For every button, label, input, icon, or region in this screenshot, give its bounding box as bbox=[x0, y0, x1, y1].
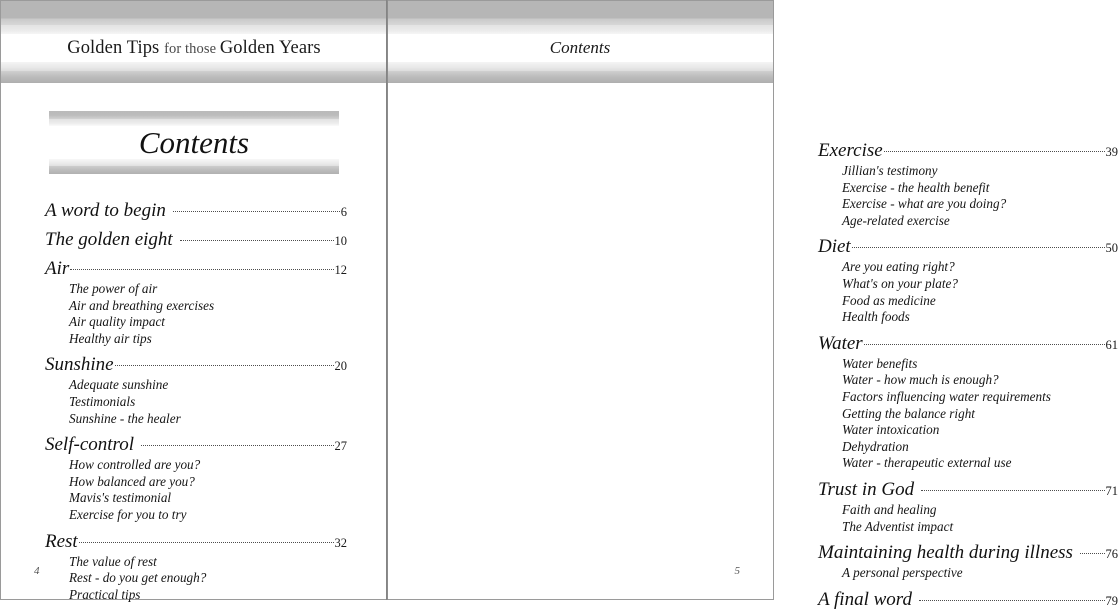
toc-subentry[interactable]: Practical tips bbox=[69, 587, 347, 604]
toc-subentry[interactable]: Jillian's testimony bbox=[842, 163, 1118, 180]
toc-entry-page-number: 76 bbox=[1106, 547, 1118, 562]
header-band-top-highlight bbox=[1, 25, 387, 34]
toc-subentry[interactable]: Dehydration bbox=[842, 439, 1118, 456]
toc-dot-leader bbox=[70, 255, 333, 274]
toc-subentry[interactable]: Sunshine - the healer bbox=[69, 411, 347, 428]
folio-right: 5 bbox=[735, 565, 741, 577]
toc-right-column bbox=[818, 137, 1118, 613]
right-running-head-text: Contents bbox=[387, 34, 773, 62]
toc-entry[interactable] bbox=[45, 226, 347, 251]
toc-left-column bbox=[45, 197, 347, 605]
toc-group bbox=[818, 330, 1118, 472]
toc-entry-page-number: 79 bbox=[1106, 594, 1118, 609]
toc-entry[interactable] bbox=[45, 351, 347, 376]
toc-subentry[interactable]: Mavis's testimonial bbox=[69, 490, 347, 507]
toc-group bbox=[818, 476, 1118, 535]
toc-entry-title: Air bbox=[45, 258, 69, 280]
toc-entry-title: Diet bbox=[818, 236, 851, 258]
toc-group bbox=[45, 226, 347, 251]
toc-entry-title: Exercise bbox=[818, 140, 883, 162]
toc-dot-leader bbox=[1080, 539, 1105, 558]
toc-dot-leader bbox=[115, 351, 334, 370]
toc-entry[interactable] bbox=[818, 233, 1118, 258]
toc-dot-leader bbox=[173, 197, 340, 216]
toc-group bbox=[45, 431, 347, 523]
toc-subentry[interactable]: A personal perspective bbox=[842, 565, 1118, 582]
toc-entry-page-number: 61 bbox=[1106, 338, 1118, 353]
toc-dot-leader bbox=[884, 137, 1105, 156]
toc-entry-title: Rest bbox=[45, 531, 78, 553]
header-band-bottom-highlight bbox=[1, 62, 387, 71]
toc-subentry[interactable]: The power of air bbox=[69, 281, 347, 298]
contents-title-plaque bbox=[49, 111, 339, 174]
toc-dot-leader bbox=[921, 476, 1104, 495]
toc-subentry[interactable]: Health foods bbox=[842, 309, 1118, 326]
toc-subentry[interactable]: The value of rest bbox=[69, 554, 347, 571]
toc-subentry[interactable]: The Adventist impact bbox=[842, 519, 1118, 536]
toc-subentry[interactable]: Water benefits bbox=[842, 356, 1118, 373]
toc-entry-page-number: 20 bbox=[335, 359, 348, 374]
toc-subentry[interactable]: Exercise - what are you doing? bbox=[842, 196, 1118, 213]
header-band-top bbox=[1, 1, 387, 25]
toc-entry[interactable] bbox=[45, 197, 347, 222]
folio-left: 4 bbox=[34, 565, 40, 577]
toc-dot-leader bbox=[180, 226, 334, 245]
toc-entry[interactable] bbox=[818, 137, 1118, 162]
toc-entry[interactable] bbox=[818, 539, 1118, 564]
toc-entry-page-number: 71 bbox=[1106, 484, 1118, 499]
header-band-bottom-highlight bbox=[387, 62, 773, 71]
toc-group bbox=[45, 255, 347, 347]
toc-entry-page-number: 6 bbox=[341, 205, 347, 220]
toc-group bbox=[45, 528, 347, 604]
toc-dot-leader bbox=[79, 528, 334, 547]
toc-entry[interactable] bbox=[45, 528, 347, 553]
running-head-part-1: Golden Tips bbox=[67, 38, 164, 58]
toc-dot-leader bbox=[141, 431, 334, 450]
toc-entry-title: Sunshine bbox=[45, 354, 114, 376]
running-head-part-3: Golden Years bbox=[220, 38, 321, 58]
plaque-band-bottom bbox=[49, 166, 339, 174]
toc-entry-title: Self-control bbox=[45, 434, 134, 456]
toc-subentry[interactable]: Exercise for you to try bbox=[69, 507, 347, 524]
left-page bbox=[0, 0, 387, 600]
right-running-head-zone bbox=[387, 1, 773, 83]
toc-dot-leader bbox=[864, 330, 1105, 349]
toc-dot-leader bbox=[852, 233, 1105, 252]
header-band-bottom bbox=[1, 71, 387, 83]
header-band-bottom bbox=[387, 71, 773, 83]
toc-subentry[interactable]: Air quality impact bbox=[69, 314, 347, 331]
toc-entry-title: A final word bbox=[818, 589, 912, 611]
toc-subentry[interactable]: Rest - do you get enough? bbox=[69, 570, 347, 587]
page-title: Contents bbox=[49, 120, 339, 166]
toc-entry-page-number: 12 bbox=[335, 263, 348, 278]
toc-subentry[interactable]: How balanced are you? bbox=[69, 474, 347, 491]
toc-subentry[interactable]: Are you eating right? bbox=[842, 259, 1118, 276]
right-page bbox=[387, 0, 774, 600]
toc-subentry[interactable]: Adequate sunshine bbox=[69, 377, 347, 394]
header-band-top bbox=[387, 1, 773, 25]
toc-group bbox=[818, 539, 1118, 582]
toc-group bbox=[818, 137, 1118, 229]
toc-entry-title: Maintaining health during illness bbox=[818, 542, 1073, 564]
toc-subentry[interactable]: How controlled are you? bbox=[69, 457, 347, 474]
header-band-top-highlight bbox=[387, 25, 773, 34]
toc-entry-title: The golden eight bbox=[45, 229, 173, 251]
toc-group bbox=[818, 586, 1118, 611]
toc-subentry[interactable]: Factors influencing water requirements bbox=[842, 389, 1118, 406]
toc-entry[interactable] bbox=[818, 330, 1118, 355]
toc-group bbox=[45, 197, 347, 222]
toc-subentry[interactable]: Getting the balance right bbox=[842, 406, 1118, 423]
toc-subentry[interactable]: Age-related exercise bbox=[842, 213, 1118, 230]
toc-subentry[interactable]: Water - how much is enough? bbox=[842, 372, 1118, 389]
toc-entry-page-number: 10 bbox=[335, 234, 348, 249]
toc-subentry[interactable]: Testimonials bbox=[69, 394, 347, 411]
toc-entry-page-number: 27 bbox=[335, 439, 348, 454]
toc-entry-title: Trust in God bbox=[818, 479, 914, 501]
running-head-part-2: for those bbox=[164, 41, 220, 57]
toc-subentry[interactable]: Healthy air tips bbox=[69, 331, 347, 348]
toc-subentry[interactable]: Food as medicine bbox=[842, 293, 1118, 310]
toc-entry[interactable] bbox=[45, 255, 347, 280]
toc-entry-page-number: 50 bbox=[1106, 241, 1118, 256]
toc-subentry[interactable]: Water intoxication bbox=[842, 422, 1118, 439]
book-spine bbox=[386, 0, 388, 600]
toc-entry[interactable] bbox=[818, 476, 1118, 501]
toc-subentry[interactable]: What's on your plate? bbox=[842, 276, 1118, 293]
toc-subentry[interactable]: Faith and healing bbox=[842, 502, 1118, 519]
left-running-head-zone bbox=[1, 1, 387, 83]
toc-subentry[interactable]: Water - therapeutic external use bbox=[842, 455, 1118, 472]
left-running-head-text bbox=[1, 34, 387, 62]
toc-group bbox=[45, 351, 347, 427]
toc-dot-leader bbox=[919, 586, 1105, 605]
toc-entry-title: A word to begin bbox=[45, 200, 166, 222]
toc-entry-page-number: 32 bbox=[335, 536, 348, 551]
toc-entry-title: Water bbox=[818, 333, 863, 355]
toc-group bbox=[818, 233, 1118, 325]
toc-subentry[interactable]: Exercise - the health benefit bbox=[842, 180, 1118, 197]
toc-subentry[interactable]: Air and breathing exercises bbox=[69, 298, 347, 315]
toc-entry-page-number: 39 bbox=[1106, 145, 1118, 160]
toc-entry[interactable] bbox=[45, 431, 347, 456]
plaque-band-top bbox=[49, 111, 339, 119]
toc-entry[interactable] bbox=[818, 586, 1118, 611]
